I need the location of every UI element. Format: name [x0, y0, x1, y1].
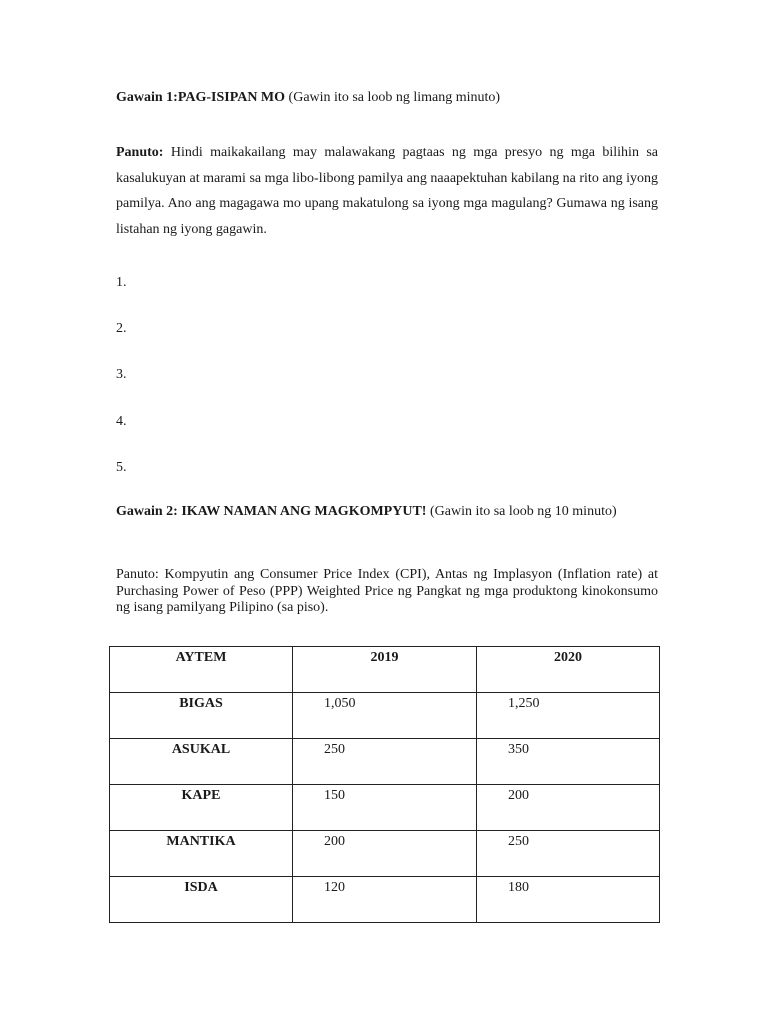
panuto-1-label: Panuto: — [116, 145, 164, 160]
table-row — [110, 739, 660, 785]
table-row — [110, 785, 660, 831]
panuto-1-text: Hindi maikakailang may malawakang pagtaas ng mga presyo ng mga bilihin sa kasalukuyan at marami sa mga libo-libong pamilya ang naaapektuhan kabilang na rito ang iyong pamilya. Ano ang magagawa mo upang makatulong sa iyong mga magulang? Gumawa ng isang listahan ng iyong gagawin. — [116, 145, 658, 237]
row-2020-value: 1,250 — [477, 693, 660, 739]
gawain-2-title: Gawain 2: IKAW NAMAN ANG MAGKOMPYUT! — [116, 504, 427, 519]
price-table — [109, 646, 660, 923]
header-2020: 2020 — [477, 647, 660, 693]
row-2020-value: 250 — [477, 831, 660, 877]
row-2019-value: 200 — [293, 831, 477, 877]
list-item: 2. — [116, 321, 127, 337]
row-item: ISDA — [110, 877, 293, 923]
gawain-1-heading — [116, 89, 658, 107]
gawain-1-time-note: (Gawin ito sa loob ng limang minuto) — [285, 90, 501, 105]
row-2019-value: 120 — [293, 877, 477, 923]
row-2019-value: 150 — [293, 785, 477, 831]
table-row — [110, 877, 660, 923]
header-aytem: AYTEM — [110, 647, 293, 693]
row-2020-value: 350 — [477, 739, 660, 785]
list-item: 1. — [116, 275, 127, 290]
table-row — [110, 693, 660, 739]
list-item: 5. — [116, 459, 127, 475]
list-item: 4. — [116, 413, 127, 429]
answer-list — [116, 274, 658, 505]
table-row — [110, 831, 660, 877]
row-2020-value: 180 — [477, 877, 660, 923]
panuto-2-paragraph: Panuto: Kompyutin ang Consumer Price Index (CPI), Antas ng Implasyon (Inflation rate) at Purchasing Power of Peso (PPP) Weighted Price ng Pangkat ng mga produktong kinokonsumo ng isang pamilyang Pilipino (sa piso). — [116, 567, 658, 615]
table-header-row — [110, 647, 660, 693]
row-2020-value: 200 — [477, 785, 660, 831]
row-2019-value: 1,050 — [293, 693, 477, 739]
row-item: KAPE — [110, 785, 293, 831]
row-item: MANTIKA — [110, 831, 293, 877]
panuto-1-paragraph — [116, 140, 658, 242]
gawain-2-time-note: (Gawin ito sa loob ng 10 minuto) — [426, 504, 617, 519]
row-2019-value: 250 — [293, 739, 477, 785]
row-item: ASUKAL — [110, 739, 293, 785]
gawain-1-title: Gawain 1:PAG-ISIPAN MO — [116, 90, 286, 105]
row-item: BIGAS — [110, 693, 293, 739]
gawain-2-heading — [116, 503, 658, 520]
header-2019: 2019 — [293, 647, 477, 693]
list-item: 3. — [116, 367, 127, 383]
